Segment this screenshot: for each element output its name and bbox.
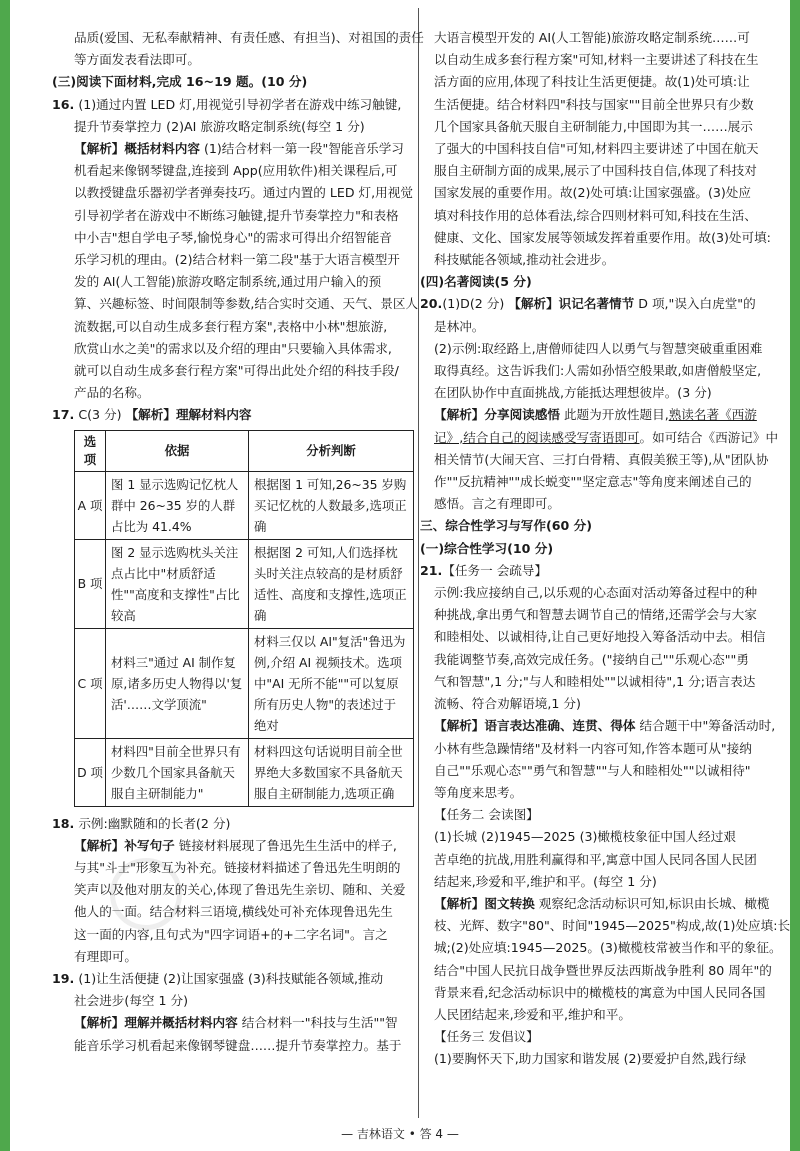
q20-analysis-line2: [434, 427, 800, 449]
question-number: 20.: [420, 296, 443, 312]
text-line: 背景来看,纪念活动标识中的橄榄枝的寓意为中国人民同各国: [434, 984, 766, 1000]
q19-line: [52, 968, 430, 990]
analysis-text: 观察纪念活动标识可知,标识由长城、橄榄: [534, 895, 770, 911]
q18-analysis-head: [52, 835, 430, 857]
analysis-tag: 【解析】: [74, 837, 125, 853]
text-line: 了强大的中国科技自信"可知,材料四主要讲述了中国在航天: [434, 141, 759, 157]
question-number: 18.: [52, 815, 75, 831]
q21-line: [420, 560, 800, 582]
t2-analysis-head: [434, 893, 800, 915]
analysis-title: 图文转换: [484, 895, 535, 911]
underlined-text: 记》,结合自己的阅读感受写寄语即可: [434, 429, 640, 445]
table-header-row: [75, 430, 414, 471]
text-line: 大语言模型开发的 AI(人工智能)旅游攻略定制系统……可: [434, 30, 750, 45]
table-cell: C 项: [75, 628, 106, 738]
section-heading: 三、综合性学习与写作(60 分): [420, 518, 592, 534]
underlined-text: 熟读名著《西游: [668, 407, 757, 423]
q16-text: (1)通过内置 LED 灯,用视觉引导初学者在游戏中练习触键,: [78, 96, 402, 112]
analysis-text: 。如可结合《西游记》中: [639, 429, 779, 445]
text-line: 结起来,珍爱和平,维护和平。(每空 1 分): [434, 873, 657, 889]
text-line: 和睦相处、以诚相待,让自己更好地投入筹备活动中去。相信: [434, 629, 766, 645]
analysis-text: D 项,"误入白虎堂"的: [634, 296, 756, 312]
text-line: 相关情节(大闹天宫、三打白骨精、真假美猴王等),从"团队协: [434, 451, 769, 467]
text-line: 引导初学者在游戏中不断练习触键,提升节奏掌控力"和表格: [74, 207, 399, 223]
table-header: 依据: [106, 430, 249, 471]
text-line: 产品的名称。: [74, 385, 150, 401]
text-line: 自己""乐观心态""勇气和智慧""与人和睦相处""以诚相待": [434, 762, 751, 778]
q17-answer: C(3 分): [78, 407, 126, 423]
text-line: 有理即可。: [74, 948, 137, 964]
table-row: [75, 738, 414, 806]
analysis-title: 理解材料内容: [175, 407, 252, 423]
text-line: 我能调整节奏,高效完成任务。("接纳自己""乐观心态""勇: [434, 651, 749, 667]
analysis-tag: 【解析】: [434, 407, 485, 423]
q20-line: [420, 293, 800, 315]
text-line: 健康、文化、国家发展等领域发挥着重要作用。故(3)处可填:: [434, 229, 771, 245]
text-line: 等角度来思考。: [434, 784, 523, 800]
text-line: 欣赏山水之美"的需求以及介绍的理由"只要输入具体需求,: [74, 340, 392, 356]
q16-line: [52, 94, 430, 116]
text-line: 作""反抗精神""成长蜕变""坚定意志"等角度来阐述自己的: [434, 474, 752, 490]
section-heading: (三)阅读下面材料,完成 16~19 题。(10 分): [52, 74, 308, 90]
text-line: 机看起来像钢琴键盘,连接到 App(应用软件)相关课程后,可: [74, 163, 398, 179]
table-cell: 根据图 2 可知,人们选择枕头时关注点较高的是材质舒适性、高度和支撑性,选项正确: [249, 539, 414, 628]
q19-text: (1)让生活便捷 (2)让国家强盛 (3)科技赋能各领域,推动: [78, 971, 384, 987]
q19-analysis-cont: [434, 27, 800, 271]
analysis-title: 理解并概括材料内容: [124, 1015, 238, 1031]
text-line: 生活便捷。结合材料四"科技与国家""目前全世界只有少数: [434, 96, 754, 112]
text-line: 流畅、符合劝解语境,1 分): [434, 696, 581, 712]
table-row: [75, 539, 414, 628]
text-line: 苦卓绝的抗战,用胜利赢得和平,寓意中国人民同各国人民团: [434, 851, 757, 867]
text-line: 活方面的应用,体现了科技让生活更便捷。故(1)处可填:让: [434, 74, 750, 90]
analysis-tag: 【解析】: [434, 895, 485, 911]
text-line: 就可以自动生成多套行程方案"可得出此处介绍的科技手段/: [74, 363, 399, 379]
text-line: 几个国家具备航天服自主研制能力,中国即为其一……展示: [434, 118, 753, 134]
text-line: 取得真经。这告诉我们:人需如孙悟空般果敢,如唐僧般坚定,: [434, 363, 762, 379]
table-cell: D 项: [75, 738, 106, 806]
analysis-text: 此题为开放性题目,: [559, 407, 669, 423]
table-header: 分析判断: [249, 430, 414, 471]
q17-line: [52, 404, 430, 426]
task-title: 【任务一 会疏导】: [442, 562, 548, 578]
q19-analysis-head: [52, 1012, 430, 1034]
table-cell: 图 1 显示选购记忆枕人群中 26~35 岁的人群占比为 41.4%: [106, 471, 249, 539]
question-number: 17.: [52, 407, 75, 423]
text-line: 以教授键盘乐器初学者弹奏技巧。通过内置的 LED 灯,用视觉: [74, 185, 413, 201]
text-line: 填对科技作用的总体看法,综合四则材料可知,科技在生活、: [434, 207, 757, 223]
text-line: 气和智慧",1 分;"与人和睦相处""以诚相待",1 分;语言表达: [434, 673, 756, 689]
text-line: 在团队协作中直面挑战,方能抵达理想彼岸。(3 分): [434, 385, 712, 401]
analysis-tag: 【解析】: [434, 718, 485, 734]
section-heading: (四)名著阅读(5 分): [420, 274, 532, 290]
text-line: 能音乐学习机看起来像钢琴键盘……提升节奏掌控力。基于: [74, 1037, 402, 1053]
table-cell: 材料三"通过 AI 制作复原,诸多历史人物得以'复活'……文学顶流": [106, 628, 249, 738]
q18-line: [52, 813, 430, 835]
text-line: (1)要胸怀天下,助力国家和谐发展 (2)要爱护自然,践行绿: [434, 1051, 747, 1067]
analysis-title: 补写句子: [124, 837, 175, 853]
text-line: (2)示例:取经路上,唐僧师徒四人以勇气与智慧突破重重困难: [434, 340, 763, 356]
question-number: 19.: [52, 971, 75, 987]
table-row: [75, 628, 414, 738]
text-line: 社会进步(每空 1 分): [74, 993, 189, 1009]
answer-page: [10, 0, 790, 1151]
right-column: [420, 0, 800, 1071]
text-line: 提升节奏掌控力 (2)AI 旅游攻略定制系统(每空 1 分): [74, 118, 365, 134]
analysis-tag: 【解析】: [74, 1015, 125, 1031]
q20-analysis-head: [434, 404, 800, 426]
analysis-tag: 【解析】: [508, 296, 559, 312]
q16-analysis-head: [52, 138, 430, 160]
q18-answer: 示例:幽默随和的长者(2 分): [78, 815, 231, 831]
section-heading: (一)综合性学习(10 分): [420, 540, 554, 556]
text-line: 笑声以及他对朋友的关心,体现了鲁迅先生亲切、随和、关爱: [74, 882, 406, 898]
text-line: 城;(2)处应填:1945—2025。(3)橄榄枝常被当作和平的象征。: [434, 940, 782, 956]
q16-analysis: [52, 160, 430, 404]
table-cell: B 项: [75, 539, 106, 628]
q17-table: [74, 430, 414, 807]
text-line: 流数据,可以自动生成多套行程方案",表格中小林"想旅游,: [74, 318, 388, 334]
analysis-text: (1)结合材料一第一段"智能音乐学习: [199, 141, 404, 157]
text-line: 感悟。言之有理即可。: [434, 496, 560, 512]
text-line: 科技赋能各领域,推动社会进步。: [434, 252, 615, 268]
text-line: (1)长城 (2)1945—2025 (3)橄榄枝象征中国人经过艰: [434, 829, 736, 845]
analysis-text: 链接材料展现了鲁迅先生生活中的样子,: [174, 837, 397, 853]
analysis-tag: 【解析】: [74, 141, 125, 157]
left-column: [52, 0, 430, 1057]
text-line: 枝、光辉、数字"80"、时间"1945—2025"构成,故(1)处应填:长: [434, 918, 791, 934]
text-line: 乐学习机的理由。(2)结合材料一第二段"基于大语言模型开: [74, 252, 400, 268]
task-title: 【任务三 发倡议】: [434, 1029, 539, 1045]
text-line: 算、兴趣标签、时间限制等参数,结合实时交通、天气、景区人: [74, 296, 419, 312]
analysis-title: 分享阅读感悟: [484, 407, 560, 423]
text-line: 这一面的内容,且句式为"四字词语+的+二字名词"。言之: [74, 926, 388, 942]
table-cell: 材料四这句话说明目前全世界绝大多数国家不具备航天服自主研制能力,选项正确: [249, 738, 414, 806]
text-line: 结合"中国人民抗日战争暨世界反法西斯战争胜利 80 周年"的: [434, 962, 772, 978]
table-cell: 根据图 1 可知,26~35 岁购买记忆枕的人数最多,选项正确: [249, 471, 414, 539]
analysis-title: 概括材料内容: [124, 141, 200, 157]
analysis-title: 语言表达准确、连贯、得体: [484, 718, 636, 734]
text-line: 他人的一面。结合材料三语境,横线处可补充体现鲁迅先生: [74, 904, 393, 920]
text-line: 人民团结起来,珍爱和平,维护和平。: [434, 1006, 631, 1022]
text-line: 国家发展的重要作用。故(2)处可填:让国家强盛。(3)处应: [434, 185, 751, 201]
text-line: 是林冲。: [434, 318, 485, 334]
text-line: 以自动生成多套行程方案"可知,材料一主要讲述了科技在生: [434, 52, 759, 68]
table-cell: A 项: [75, 471, 106, 539]
task-title: 【任务二 会读图】: [434, 807, 539, 823]
text-line: 示例:我应接纳自己,以乐观的心态面对活动筹备过程中的种: [434, 585, 758, 601]
analysis-text: 结合题干中"筹备活动时,: [635, 718, 776, 734]
analysis-text: 结合材料一"科技与生活""智: [237, 1015, 398, 1031]
t1-analysis-head: [434, 715, 800, 737]
q20-answer: (1)D(2 分): [442, 296, 509, 312]
table-header: 选项: [75, 430, 106, 471]
table-cell: 图 2 显示选购枕头关注点占比中"材质舒适性""高度和支撑性"占比较高: [106, 539, 249, 628]
text-line: 小林有些急躁情绪"及材料一内容可知,作答本题可从"接纳: [434, 740, 752, 756]
page-footer: — 吉林语文 • 答 4 —: [341, 1127, 459, 1141]
text-line: 发的 AI(人工智能)旅游攻略定制系统,通过用户输入的预: [74, 274, 382, 290]
text-line: 等方面发表看法即可。: [74, 52, 200, 68]
question-number: 16.: [52, 96, 75, 112]
text-line: 与其"斗士"形象互为补充。链接材料描述了鲁迅先生明朗的: [74, 860, 401, 876]
analysis-tag: 【解析】: [125, 407, 176, 423]
table-cell: 材料三仅以 AI"复活"鲁迅为例,介绍 AI 视频技术。选项中"AI 无所不能""可以复原所有历史人物"的表述过于绝对: [249, 628, 414, 738]
text-line: 服自主研制方面的成果,展示了中国科技自信,体现了科技对: [434, 163, 757, 179]
analysis-title: 识记名著情节: [558, 296, 635, 312]
table-cell: 材料四"目前全世界只有少数几个国家具备航天服自主研制能力": [106, 738, 249, 806]
question-number: 21.: [420, 562, 443, 578]
text-line: 种挑战,拿出勇气和智慧去调节自己的情绪,还需学会与大家: [434, 607, 757, 623]
table-row: [75, 471, 414, 539]
q18-analysis: [52, 857, 430, 968]
text-line: 品质(爱国、无私奉献精神、有责任感、有担当)、对祖国的责任: [74, 30, 424, 45]
text-line: 中小吉"想自学电子琴,愉悦身心"的需求可得出介绍智能音: [74, 229, 392, 245]
